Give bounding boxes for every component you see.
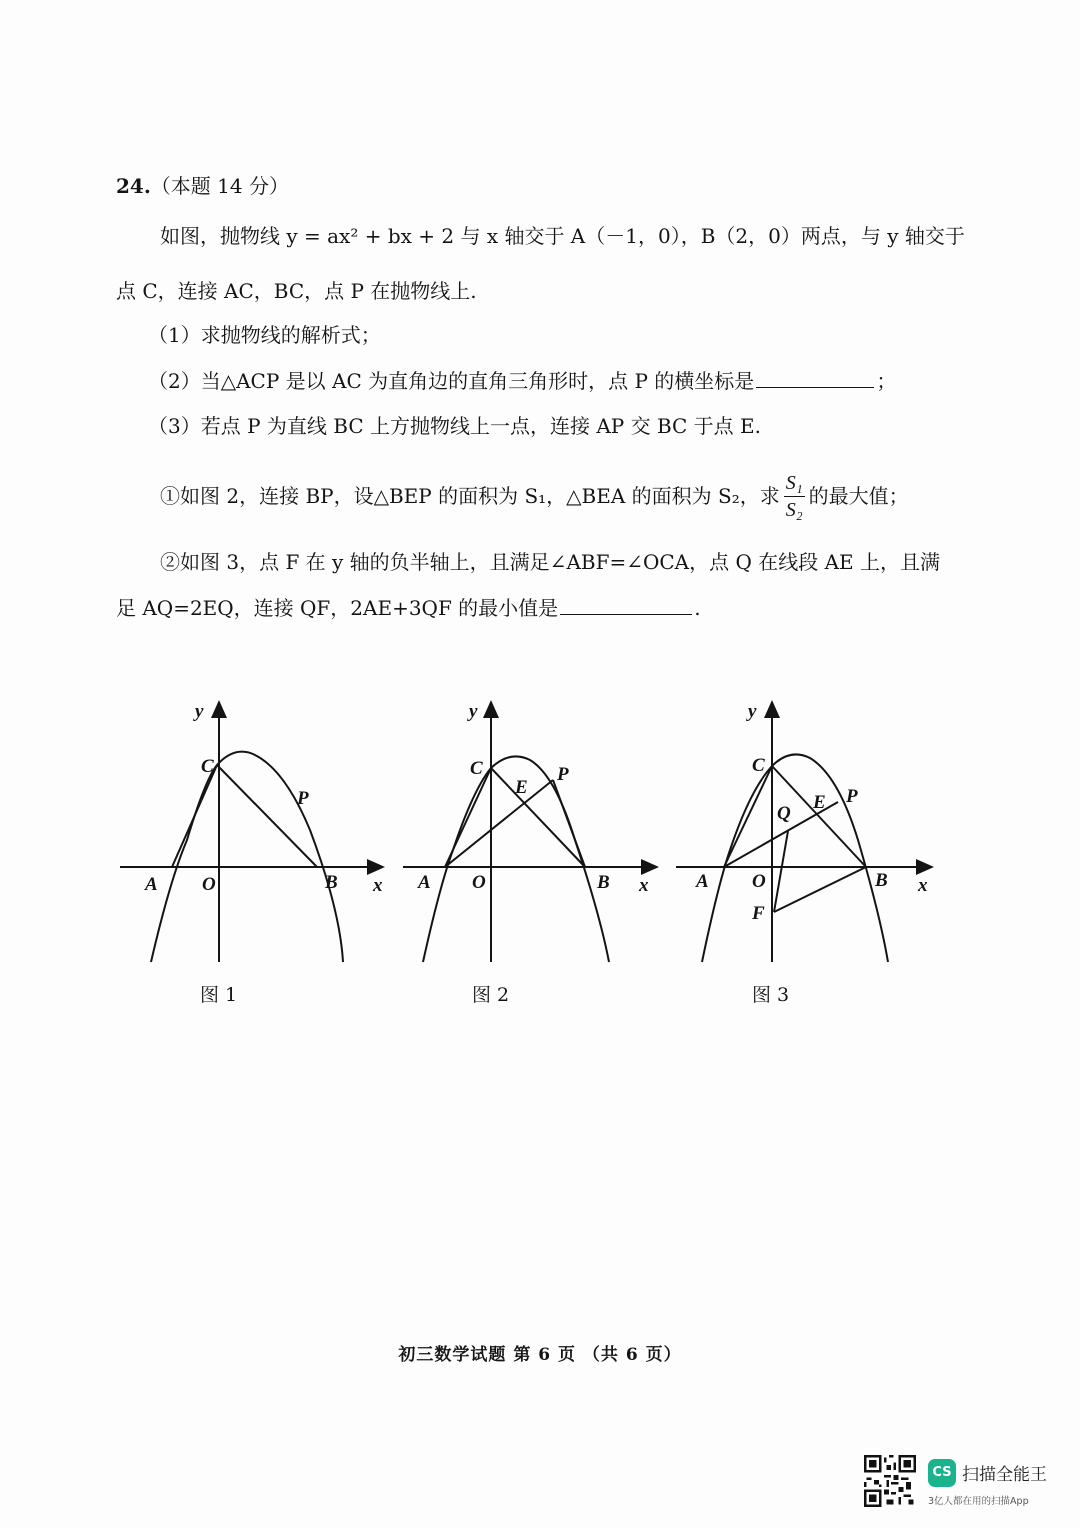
segment-bp [553,780,585,867]
sub-question-2-line2 [116,598,701,618]
label-e: E [515,777,528,798]
sub-2-text: 足 AQ=2EQ，连接 QF，2AE+3QF 的最小值是 [116,596,559,620]
figure-3 [670,690,950,980]
parabola [702,754,888,962]
fraction-s1-over-s2 [784,473,805,520]
answer-blank-sub-2[interactable] [560,613,692,615]
question-points: （本题 14 分） [150,174,289,198]
label-x: x [639,875,649,896]
figure-1-caption: 图 1 [200,984,238,1006]
question-intro-line2: 点 C，连接 AC，BC，点 P 在抛物线上. [116,279,477,303]
segment-ac [724,766,772,867]
qr-code-icon [864,1455,916,1507]
figure-1-diagram [115,690,395,980]
fraction-numerator: S₁ [784,473,805,497]
sub-question-1 [160,466,909,526]
label-p: P [297,788,309,809]
label-c: C [752,755,765,776]
part-2-text: （2）当△ACP 是以 AC 为直角边的直角三角形时，点 P 的横坐标是 [148,369,755,393]
label-a: A [696,871,709,892]
part-2-end: ； [876,369,897,393]
label-c: C [201,756,214,777]
label-o: O [202,874,216,895]
figure-3-caption: 图 3 [752,984,790,1006]
label-a: A [418,872,431,893]
label-p: P [557,764,569,785]
page-footer: 初三数学试题 第 6 页 （共 6 页） [398,1345,682,1365]
scanner-app-tagline: 3亿人都在用的扫描App [928,1496,1029,1507]
label-y: y [195,701,204,722]
label-y: y [469,701,478,722]
segment-bf [774,867,866,912]
question-header [116,176,289,196]
figure-1 [115,690,395,980]
segment-ap [445,780,553,867]
part-3: （3）若点 P 为直线 BC 上方抛物线上一点，连接 AP 交 BC 于点 E. [148,414,761,438]
answer-blank-part-2[interactable] [756,386,874,388]
sub-1-text: ①如图 2，连接 BP，设△BEP 的面积为 S₁，△BEA 的面积为 S₂，求 [160,484,780,508]
segment-ac [445,768,491,867]
label-y: y [748,701,757,722]
part-1: （1）求抛物线的解析式； [148,323,381,347]
label-e: E [813,792,826,813]
question-number: 24. [116,174,151,198]
label-c: C [470,758,483,779]
label-b: B [597,872,610,893]
parabola [151,752,343,962]
figure-2 [395,690,675,980]
scanner-watermark [864,1455,1064,1515]
scanner-app-name: 扫描全能王 [962,1465,1047,1485]
segment-bc [217,765,317,867]
sub-1-end: 的最大值； [808,484,909,508]
fraction-denominator: S₂ [785,498,803,521]
figure-2-diagram [395,690,675,980]
sub-2-end: . [694,596,701,620]
label-x: x [918,875,928,896]
label-a: A [145,874,158,895]
label-f: F [752,903,765,924]
label-q: Q [777,803,791,824]
label-o: O [752,871,766,892]
part-2 [148,371,896,391]
figure-2-caption: 图 2 [472,984,510,1006]
label-x: x [373,875,383,896]
label-p: P [846,786,858,807]
question-intro-line1: 如图，抛物线 y = ax² + bx + 2 与 x 轴交于 A（－1，0），B（2，0）两点，与 y 轴交于 [160,224,965,248]
label-o: O [472,872,486,893]
scanner-app-logo: CS [928,1459,956,1487]
label-b: B [325,872,338,893]
segment-ac [172,765,217,867]
figure-3-diagram [670,690,950,980]
sub-question-2-line1: ②如图 3，点 F 在 y 轴的负半轴上，且满足∠ABF=∠OCA，点 Q 在线段 AE 上，且满 [160,550,940,574]
segment-qf [774,831,788,912]
label-b: B [875,870,888,891]
